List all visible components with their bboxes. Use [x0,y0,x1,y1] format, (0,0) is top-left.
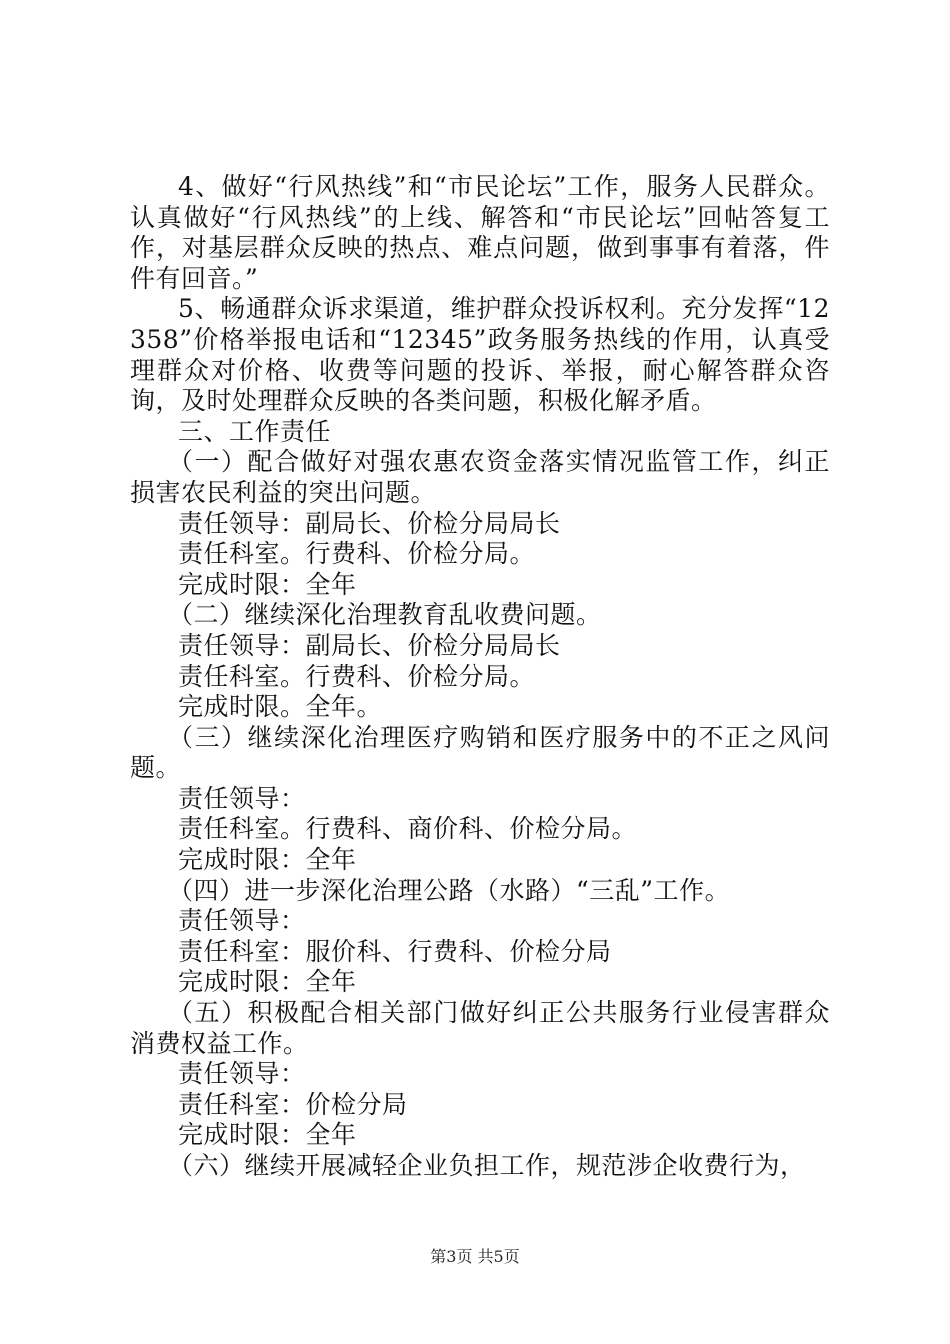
paragraph-item-4: 4、做好“行风热线”和“市民论坛”工作，服务人民群众。认真做好“行风热线”的上线、解答和“市民论坛”回帖答复工作，对基层群众反映的热点、难点问题，做到事事有着落，件件有回音。” [130,172,830,293]
task-heading-4: （四）进一步深化治理公路（水路）“三乱”工作。 [168,875,731,905]
responsible-leader-4: 责任领导： [178,906,306,936]
deadline-5: 完成时限：全年 [178,1120,357,1150]
task-heading-2: （二）继续深化治理教育乱收费问题。 [168,600,602,630]
responsible-leader-2: 责任领导：副局长、价检分局局长 [178,630,561,660]
responsible-office-2: 责任科室。行费科、价检分局。 [178,661,536,691]
document-body [130,172,830,1182]
responsible-office-3: 责任科室。行费科、商价科、价检分局。 [178,814,638,844]
task-heading-5: （五）积极配合相关部门做好纠正公共服务行业侵害群众消费权益工作。 [130,998,830,1058]
deadline-3: 完成时限：全年 [178,845,357,875]
deadline-2: 完成时限。全年。 [178,692,383,722]
responsible-leader-5: 责任领导： [178,1059,306,1089]
section-heading-responsibility: 三、工作责任 [178,416,332,446]
responsible-leader-3: 责任领导： [178,783,306,813]
responsible-leader-1: 责任领导：副局长、价检分局局长 [178,508,561,538]
responsible-office-1: 责任科室。行费科、价检分局。 [178,539,536,569]
task-heading-6: （六）继续开展减轻企业负担工作，规范涉企收费行为， [168,1151,806,1180]
responsible-office-5: 责任科室：价检分局 [178,1089,408,1119]
deadline-4: 完成时限：全年 [178,967,357,997]
page-number-text: 第3页 共5页 [430,1247,520,1266]
paragraph-item-5: 5、畅通群众诉求渠道，维护群众投诉权利。充分发挥“12358”价格举报电话和“12345”政务服务热线的作用，认真受理群众对价格、收费等问题的投诉、举报，耐心解答群众咨询，及时处理群众反映的各类问题，积极化解矛盾。 [130,294,830,416]
deadline-1: 完成时限：全年 [178,569,357,599]
page-footer [0,1244,950,1267]
task-heading-3: （三）继续深化治理医疗购销和医疗服务中的不正之风问题。 [130,722,830,783]
task-heading-1: （一）配合做好对强农惠农资金落实情况监管工作，纠正损害农民利益的突出问题。 [130,447,830,507]
responsible-office-4: 责任科室：服价科、行费科、价检分局 [178,936,612,966]
